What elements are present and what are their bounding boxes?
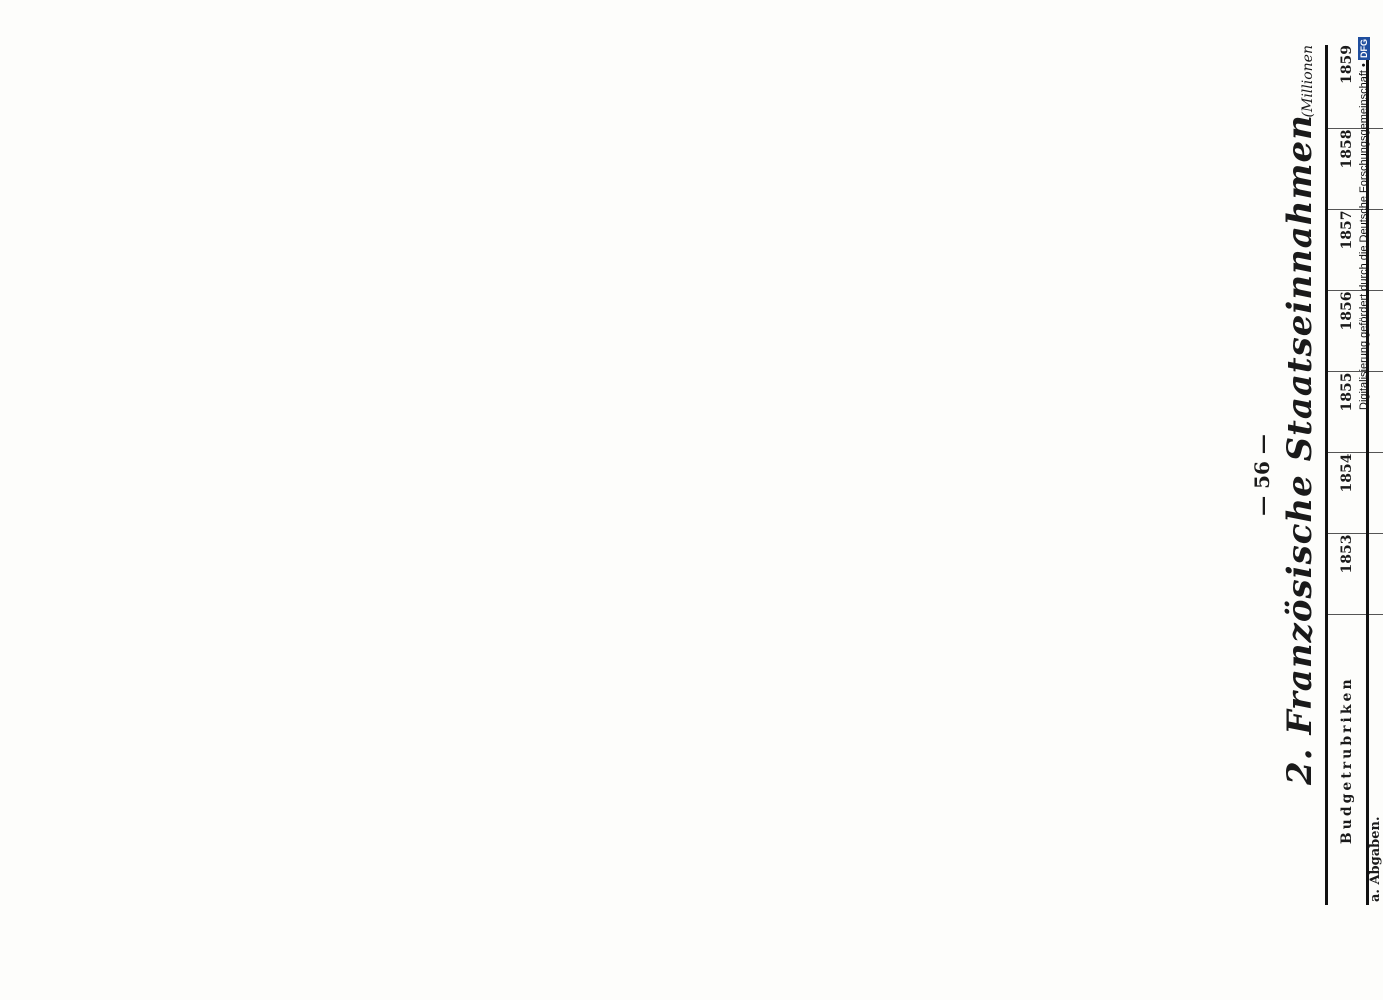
year-header: 1855: [1327, 372, 1368, 453]
year-header: 1856: [1327, 291, 1368, 372]
year-header: 1854: [1327, 453, 1368, 534]
page-number: — 56 —: [1250, 434, 1274, 516]
empty-cell: [1368, 534, 1383, 615]
label-column-header: Budgetrubriken: [1327, 615, 1368, 905]
section-heading: a. Abgaben.: [1368, 816, 1383, 902]
empty-cell: [1368, 453, 1383, 534]
dfg-logo: DFG: [1359, 39, 1369, 59]
year-header: 1858: [1327, 129, 1368, 210]
digitization-watermark: [1358, 10, 1378, 410]
year-header: 1859: [1327, 45, 1368, 129]
watermark-text: Digitalisierung gefördert durch die Deutsche Forschungsgemeinschaft •: [1358, 63, 1370, 410]
year-header: 1853: [1327, 534, 1368, 615]
unit-label: (Millionen: [1300, 45, 1316, 118]
page-title: 2. Französische Staatseinnahmen: [1280, 114, 1320, 785]
year-header: 1857: [1327, 210, 1368, 291]
